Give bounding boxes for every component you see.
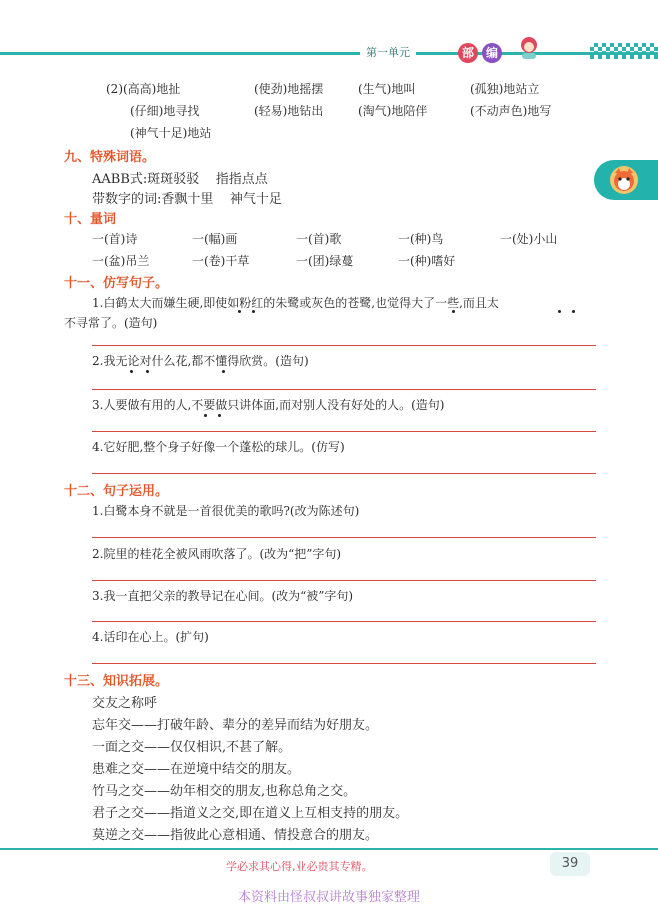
s12-q3: 3.我一直把父亲的教导记在心间。(改为“被”字句)	[92, 589, 354, 603]
badge-bu: 部	[458, 43, 478, 63]
s13-line: 一面之交——仅仅相识,不甚了解。	[92, 740, 292, 755]
answer-line	[92, 621, 596, 622]
answer-line	[92, 580, 596, 581]
s13-heading: 十三、知识拓展。	[64, 674, 169, 689]
s8-r3-c1: (神气十足)地站	[130, 126, 212, 140]
emphasis-dot	[572, 310, 575, 313]
page-number: 39	[550, 852, 590, 876]
s13-line: 竹马之交——幼年相交的朋友,也称总角之交。	[92, 784, 357, 799]
s10-r1-c1: 一(首)诗	[92, 232, 138, 246]
answer-line	[92, 473, 596, 474]
s11-q1-line2: 不寻常了。(造句)	[64, 316, 158, 330]
s13-line: 忘年交——打破年龄、辈分的差异而结为好朋友。	[92, 718, 379, 733]
s10-r1-c3: 一(首)歌	[296, 232, 342, 246]
emphasis-dot	[558, 310, 561, 313]
footer-motto: 学必求其心得,业必贵其专精。	[226, 860, 373, 873]
s10-r2-c2: 一(卷)干草	[192, 254, 250, 268]
s12-q2: 2.院里的桂花全被风雨吹落了。(改为“把”字句)	[92, 547, 342, 561]
s12-heading: 十二、句子运用。	[64, 484, 169, 499]
answer-line	[92, 389, 596, 390]
header-rule	[0, 52, 658, 55]
s10-r2-c4: 一(种)嗜好	[398, 254, 456, 268]
s8-r1-c3: (生气)地叫	[358, 82, 416, 96]
s11-q4: 4.它好肥,整个身子好像一个蓬松的球儿。(仿写)	[92, 440, 345, 454]
emphasis-dot	[238, 310, 241, 313]
s8-r1-c2: (使劲)地摇摆	[254, 82, 324, 96]
answer-line	[92, 537, 596, 538]
badge-bian: 编	[482, 43, 502, 63]
s11-q3: 3.人要做有用的人,不要做只讲体面,而对别人没有好处的人。(造句)	[92, 398, 445, 412]
s10-heading: 十、量词	[64, 212, 117, 227]
fox-mascot-icon	[610, 166, 638, 194]
answer-line	[92, 431, 596, 432]
s8-r1-c4: (孤独)地站立	[470, 82, 540, 96]
emphasis-dot	[452, 310, 455, 313]
s12-q4: 4.话印在心上。(扩句)	[92, 630, 209, 644]
answer-line	[92, 663, 596, 664]
s10-r1-c5: 一(处)小山	[500, 232, 558, 246]
s13-line: 交友之称呼	[92, 696, 158, 711]
emphasis-dot	[204, 414, 207, 417]
watermark: 本资料由怪叔叔讲故事独家整理	[237, 890, 420, 905]
mascot-fairy-icon	[512, 34, 546, 60]
s8-r2-c1: (仔细)地寻找	[130, 104, 200, 118]
emphasis-dot	[146, 370, 149, 373]
s8-r1-c1: (2)(高高)地扯	[106, 82, 181, 96]
emphasis-dot	[222, 370, 225, 373]
s13-line: 君子之交——指道义之交,即在道义上互相支持的朋友。	[92, 806, 409, 821]
s8-r2-c3: (淘气)地陪伴	[358, 104, 428, 118]
answer-line	[92, 345, 596, 346]
s9-line2: 带数字的词:香飘十里 神气十足	[92, 192, 282, 207]
s8-r2-c2: (轻易)地钻出	[254, 104, 324, 118]
s13-line: 莫逆之交——指彼此心意相通、情投意合的朋友。	[92, 828, 379, 843]
checker-decoration	[590, 43, 658, 59]
footer-rule	[0, 848, 658, 850]
s9-heading: 九、特殊词语。	[64, 150, 156, 165]
emphasis-dot	[218, 414, 221, 417]
s12-q1: 1.白鹭本身不就是一首很优美的歌吗?(改为陈述句)	[92, 504, 360, 518]
unit-label: 第一单元	[360, 44, 416, 60]
emphasis-dot	[252, 310, 255, 313]
s9-line1: AABB式:斑斑驳驳 指指点点	[92, 172, 268, 187]
s10-r2-c3: 一(团)绿蔓	[296, 254, 354, 268]
emphasis-dot	[130, 370, 133, 373]
s11-q2: 2.我无论对什么花,都不懂得欣赏。(造句)	[92, 354, 309, 368]
s11-q1-line1: 1.白鹤太大而嫌生硬,即使如粉红的朱鹭或灰色的苍鹭,也觉得大了一些,而且太	[92, 296, 499, 310]
s13-line: 患难之交——在逆境中结交的朋友。	[92, 762, 301, 777]
s10-r1-c2: 一(幅)画	[192, 232, 238, 246]
s10-r1-c4: 一(种)鸟	[398, 232, 444, 246]
s10-r2-c1: 一(盆)吊兰	[92, 254, 150, 268]
s11-heading: 十一、仿写句子。	[64, 276, 169, 291]
s8-r2-c4: (不动声色)地写	[470, 104, 552, 118]
